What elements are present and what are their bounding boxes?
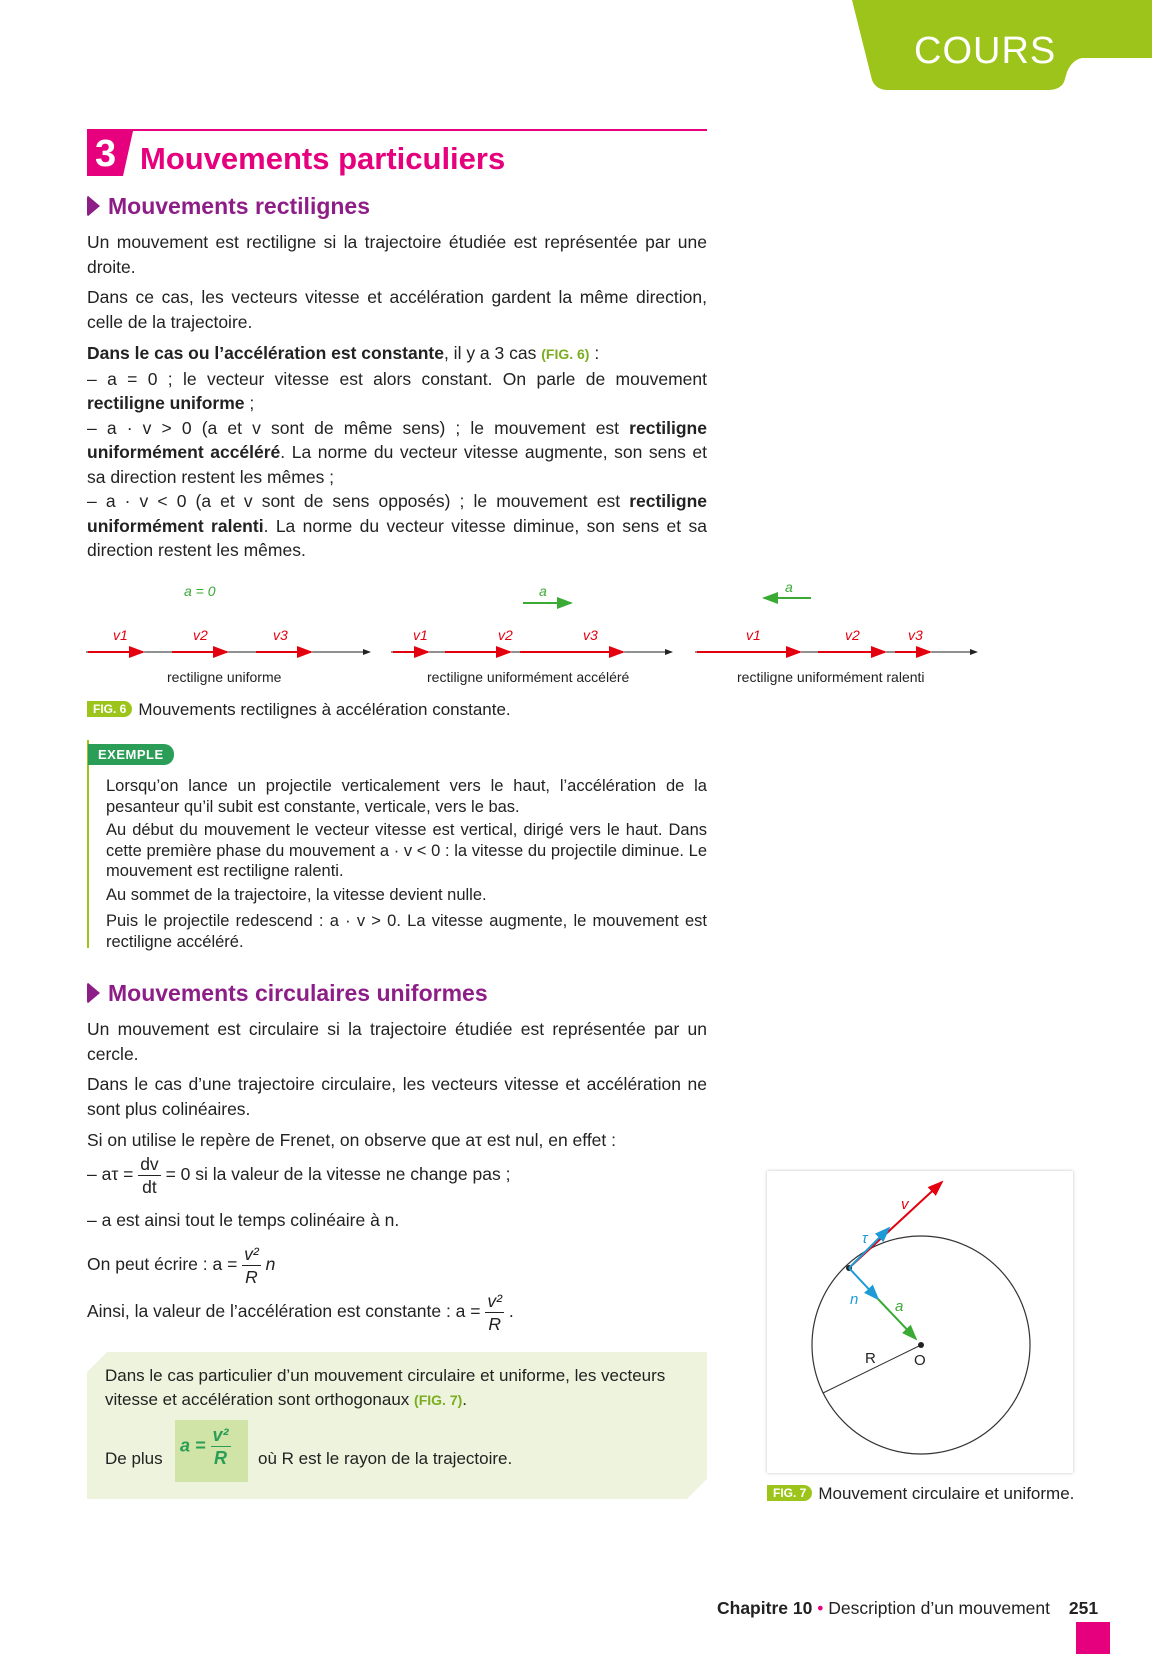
circ-eq4 [87,1290,514,1335]
case1-bold: rectiligne uniforme [87,393,245,413]
subtitle-rectilignes [87,193,370,220]
section-rule [87,129,707,131]
fig7-tau-arrow [849,1228,889,1268]
subtitle-circulaires [87,980,488,1007]
eq1-rhs: = 0 si la valeur de la vitesse ne change pas ; [165,1164,511,1185]
footer-pink-tab [1076,1622,1110,1654]
case2-bold: rectiligne uniformément accéléré [87,417,707,462]
fig7-v-label: v [901,1196,909,1213]
footer-title: Description d’un mouvement [828,1598,1050,1618]
fig6-acc-label-3: a [785,579,793,595]
fig7-tau-label: τ [862,1230,868,1247]
fig6-v2-a: v2 [193,627,208,643]
cours-label: COURS [914,30,1057,72]
rect-p3-end: : [589,343,600,363]
bullet-triangle-icon [87,982,100,1004]
eq1-num: dv [140,1154,159,1174]
section-number: 3 [95,133,117,175]
eq4-num: v² [487,1291,502,1311]
fig6-v1-c: v1 [746,627,761,643]
footer-chapter: Chapitre 10 [717,1598,813,1618]
circ-paragraph-2: Dans le cas d’une trajectoire circulaire, les vecteurs vitesse et accélération ne sont plus colinéaires. [87,1074,707,1119]
section-title: Mouvements particuliers [140,141,506,176]
case3-end: . La norme du vecteur vitesse diminue, son sens et sa direction restent les mêmes. [87,515,707,560]
key-formula-fraction [211,1424,231,1469]
fig6-v3-a: v3 [273,627,288,643]
case3-bold: rectiligne uniformément ralenti [87,491,707,536]
fig6-label-accelere: rectiligne uniformément accéléré [427,669,630,685]
fig6-caption [87,700,511,720]
page-number: 251 [1068,1598,1099,1618]
fig6-v2-b: v2 [498,627,513,643]
fig6-caption-text: Mouvements rectilignes à accélération constante. [138,700,511,719]
key-formula-num: v² [212,1425,229,1445]
eq4-lhs: Ainsi, la valeur de l’accélération est constante : a = [87,1301,481,1322]
circ-eq2: – a est ainsi tout le temps colinéaire à n. [87,1210,400,1230]
example-line-4: Puis le projectile redescend : a · v > 0. La vitesse augmente, le mouvement est rectiligne accéléré. [106,912,707,951]
cours-tab [852,0,1152,90]
circ-eq1 [87,1153,510,1198]
fig6-v1-b: v1 [413,627,428,643]
case2-end: . La norme du vecteur vitesse augmente, son sens et sa direction restent les mêmes ; [87,442,707,487]
eq1-den: dt [142,1177,157,1197]
key-de-plus: De plus [105,1449,163,1468]
eq1-lhs: – aτ = [87,1164,134,1185]
example-line-3: Au sommet de la trajectoire, la vitesse devient nulle. [106,886,487,904]
circ-eq3 [87,1243,275,1288]
rect-paragraph-1: Un mouvement est rectiligne si la trajectoire étudiée est représentée par une droite. [87,232,707,277]
fig6-v2-c: v2 [845,627,860,643]
section-number-badge [87,131,133,176]
fig7-caption-text: Mouvement circulaire et uniforme. [818,1484,1075,1503]
fig7-tag: FIG. 7 [767,1485,812,1501]
case1-text: – a = 0 ; le vecteur vitesse est alors constant. On parle de mouvement [87,368,707,389]
fig7-ref: (FIG. 7) [414,1392,463,1408]
fig7-O-label: O [914,1352,926,1369]
circ-paragraph-1: Un mouvement est circulaire si la trajectoire étudiée est représentée par un cercle. [87,1019,707,1064]
rect-p3-rest: , il y a 3 cas [443,343,537,363]
key-text: Dans le cas particulier d’un mouvement circulaire et uniforme, les vecteurs vitesse et accélération sont orthogonaux [105,1366,666,1409]
subtitle-circulaires-text: Mouvements circulaires uniformes [108,980,488,1006]
case1-end: ; [244,393,255,413]
footer-bullet: • [817,1598,824,1618]
fig7-diagram [767,1171,1073,1473]
fig7-R-label: R [865,1350,876,1367]
eq3-rhs: n [265,1254,276,1275]
eq3-num: v² [244,1244,259,1264]
example-tag: EXEMPLE [88,744,174,765]
eq4-fraction [485,1290,504,1335]
fig7-caption [767,1484,1074,1504]
key-formula [180,1424,231,1469]
fig6-v1-a: v1 [113,627,128,643]
rect-paragraph-2: Dans ce cas, les vecteurs vitesse et accélération gardent la même direction, celle de la trajectoire. [87,287,707,332]
eq3-den: R [245,1267,258,1287]
rect-paragraph-3 [87,341,707,563]
fig6-acc-label-2: a [539,583,547,599]
circ-paragraph-3: Si on utilise le repère de Frenet, on observe que aτ est nul, en effet : [87,1130,616,1150]
fig6-ref: (FIG. 6) [541,346,590,362]
eq4-den: R [488,1314,501,1334]
key-end: . [462,1390,468,1409]
eq4-end: . [508,1301,514,1322]
fig7-panel [767,1171,1073,1473]
eq3-fraction [242,1243,261,1288]
rect-p3-bold: Dans le cas ou l’accélération est constante [87,343,444,363]
key-formula-den: R [214,1448,228,1468]
eq3-lhs: On peut écrire : a = [87,1254,238,1275]
fig7-n-label: n [850,1291,859,1308]
fig6-tag: FIG. 6 [87,701,132,717]
example-line-1: Lorsqu’on lance un projectile verticalement vers le haut, l’accélération de la pesanteur qu’il subit est constante, verticale, vers le bas. [106,777,707,816]
key-after: où R est le rayon de la trajectoire. [258,1449,513,1468]
fig6-acc-zero: a = 0 [184,583,216,599]
eq1-fraction [138,1153,160,1198]
key-box-text [105,1364,695,1412]
case2-text: – a · v > 0 (a et v sont de même sens) ; le mouvement est [87,417,620,438]
fig6-label-ralenti: rectiligne uniformément ralenti [737,669,925,685]
fig6-v3-b: v3 [583,627,598,643]
fig7-a-label: a [895,1298,904,1315]
bullet-triangle-icon [87,195,100,217]
fig6-label-uniforme: rectiligne uniforme [167,669,282,685]
fig7-center [918,1342,924,1348]
key-formula-lhs: a = [180,1435,206,1456]
footer [717,1598,1098,1619]
fig6-v3-c: v3 [908,627,923,643]
example-line-2: Au début du mouvement le vecteur vitesse est vertical, dirigé vers le haut. Dans cette première phase du mouvement a · v < 0 : la vitesse du projectile diminue. Le mouvement est rectiligne ralenti. [106,821,707,880]
subtitle-rectilignes-text: Mouvements rectilignes [108,193,371,219]
case3-text: – a · v < 0 (a et v sont de sens opposés) ; le mouvement est [87,491,621,511]
